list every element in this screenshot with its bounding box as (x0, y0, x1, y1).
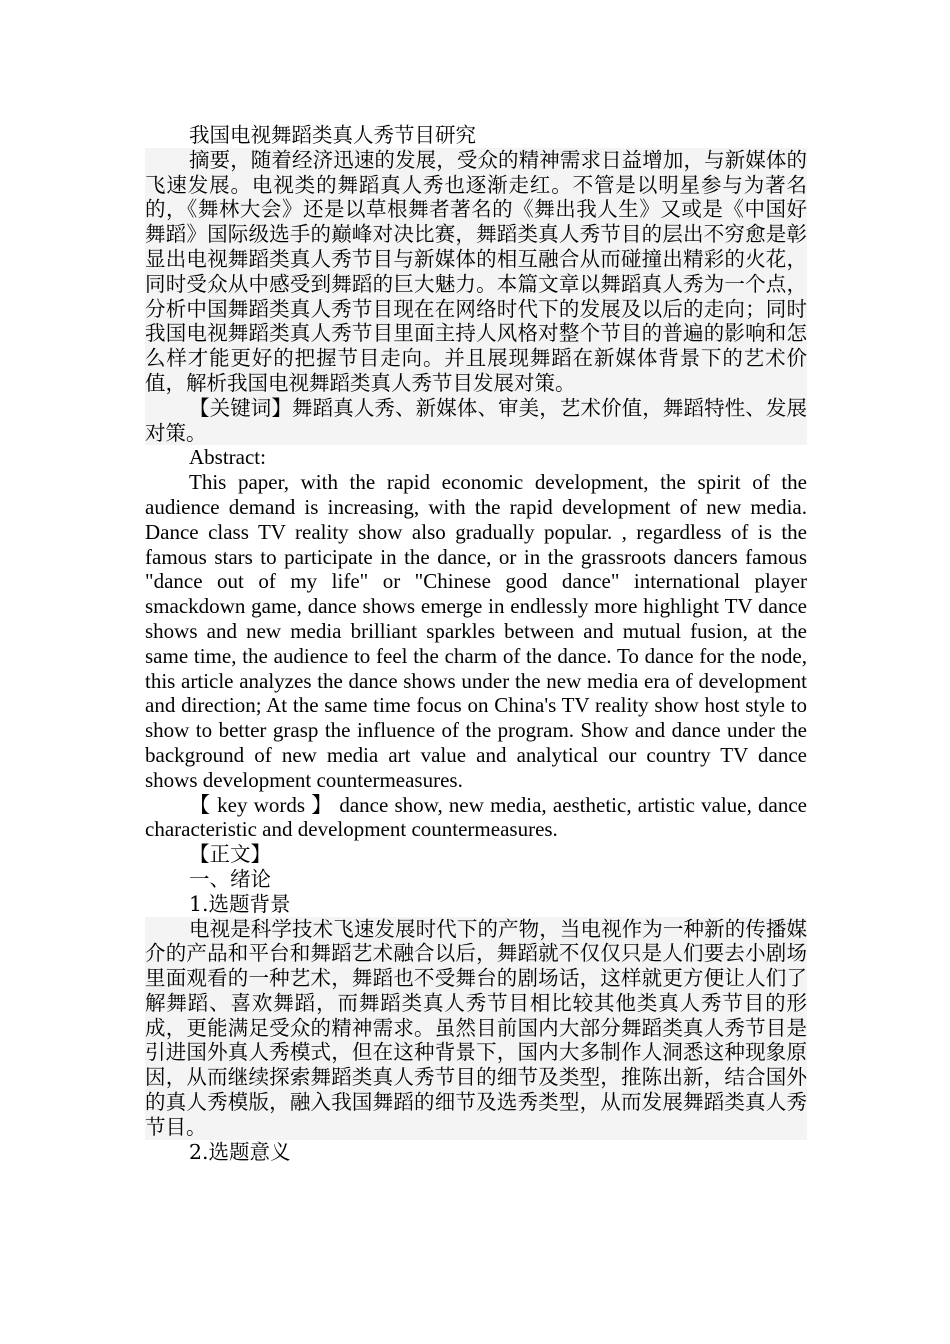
abstract-en-label: Abstract: (189, 445, 266, 470)
subsection-heading-significance: 2.选题意义 (189, 1139, 291, 1164)
keywords-en: 【 key words 】 dance show, new media, aesthetic, artistic value, dance characteristic and development countermeasures. (145, 792, 807, 842)
abstract-en: This paper, with the rapid economic development, the spirit of the audience demand is increasing, with the rapid development of new media. Dance class TV reality show also gradually popular. , regardless of is the famous stars to participate in the dance, or in the grassroots dancers famous "dance out of my life" or "Chinese good dance" international player smackdown game, dance shows emerge in endlessly more highlight TV dance shows and new media brilliant sparkles between and mutual fusion, at the same time, the audience to feel the charm of the dance. To dance for the node, this article analyzes the dance shows under the new media era of development and direction; At the same time focus on China's TV reality show host style to show to better grasp the influence of the program. Show and dance under the background of new media art value and analytical our country TV dance shows development countermeasures. (145, 470, 807, 792)
subsection-background-text: 电视是科学技术飞速发展时代下的产物，当电视作为一种新的传播媒介的产品和平台和舞蹈艺术融合以后，舞蹈就不仅仅只是人们要去小剧场里面观看的一种艺术，舞蹈也不受舞台的剧场话，这样就更方便让人们了解舞蹈、喜欢舞蹈，而舞蹈类真人秀节目相比较其他类真人秀节目的形成，更能满足受众的精神需求。虽然目前国内大部分舞蹈类真人秀节目是引进国外真人秀模式，但在这种背景下，国内大多制作人洞悉这种现象原因，从而继续探索舞蹈类真人秀节目的细节及类型，推陈出新，结合国外的真人秀模版，融入我国舞蹈的细节及选秀类型，从而发展舞蹈类真人秀节目。 (145, 916, 807, 1139)
subsection-heading-background: 1.选题背景 (189, 891, 291, 916)
keywords-cn: 【关键词】舞蹈真人秀、新媒体、审美，艺术价值，舞蹈特性、发展对策。 (145, 395, 807, 445)
section-heading: 一、绪论 (189, 866, 271, 891)
abstract-cn: 摘要，随着经济迅速的发展，受众的精神需求日益增加，与新媒体的飞速发展。电视类的舞蹈真人秀也逐渐走红。不管是以明星参与为著名的，《舞林大会》还是以草根舞者著名的《舞出我人生》又或是《中国好舞蹈》国际级选手的巅峰对决比赛，舞蹈类真人秀节目的层出不穷愈是彰显出电视舞蹈类真人秀节目与新媒体的相互融合从而碰撞出精彩的火花，同时受众从中感受到舞蹈的巨大魅力。本篇文章以舞蹈真人秀为一个点，分析中国舞蹈类真人秀节目现在在网络时代下的发展及以后的走向；同时我国电视舞蹈类真人秀节目里面主持人风格对整个节目的普遍的影响和怎么样才能更好的把握节目走向。并且展现舞蹈在新媒体背景下的艺术价值，解析我国电视舞蹈类真人秀节目发展对策。 (145, 147, 807, 395)
document-title: 我国电视舞蹈类真人秀节目研究 (189, 123, 476, 147)
document-page (145, 123, 807, 1164)
body-label: 【正文】 (189, 842, 271, 867)
